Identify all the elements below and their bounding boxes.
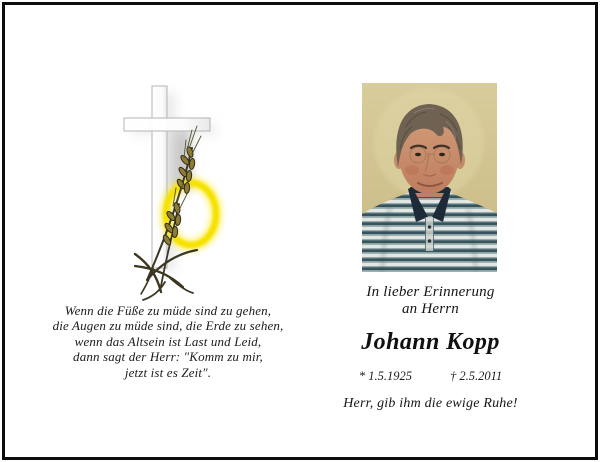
death-date: † 2.5.2011 <box>449 369 503 383</box>
poem-line: die Augen zu müde sind, die Erde zu sehen, <box>52 318 284 334</box>
life-dates <box>308 369 553 384</box>
deceased-name: Johann Kopp <box>361 329 500 355</box>
cross-and-wheat-illustration <box>93 80 237 304</box>
poem-line: dann sagt der Herr: "Komm zu mir, <box>73 349 263 365</box>
shirt-button <box>428 239 432 243</box>
poem-line: Wenn die Füße zu müde sind zu gehen, <box>64 303 272 318</box>
intro-line: In lieber Erinnerung <box>366 284 495 300</box>
birth-date: * 1.5.1925 <box>358 369 412 383</box>
closing-prayer: Herr, gib ihm die ewige Ruhe! <box>343 396 518 411</box>
poem-line: jetzt ist es Zeit". <box>124 364 212 380</box>
intro-line: an Herrn <box>401 300 459 317</box>
memorial-text-block <box>308 284 553 412</box>
poem-line: wenn das Altsein ist Last und Leid, <box>74 333 262 349</box>
portrait-photo <box>362 83 497 272</box>
shirt-button <box>428 225 432 229</box>
memorial-poem <box>28 303 308 380</box>
